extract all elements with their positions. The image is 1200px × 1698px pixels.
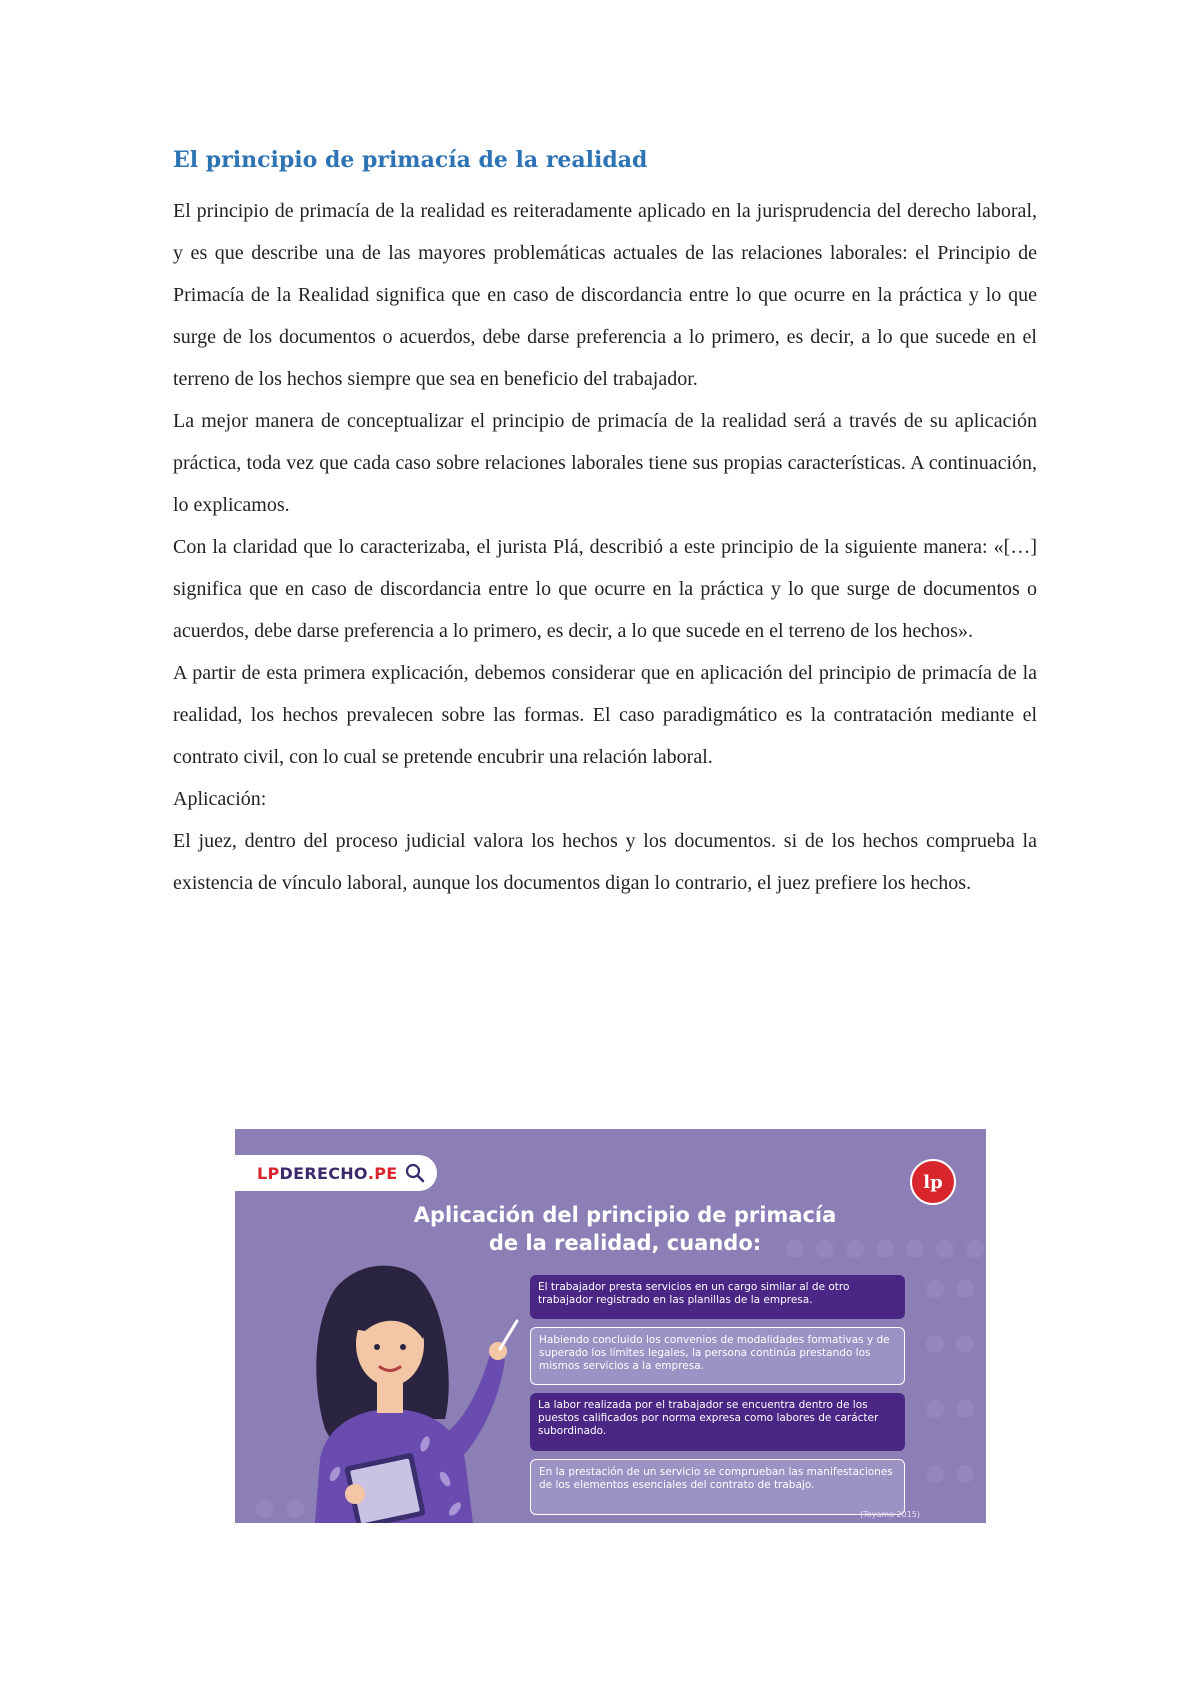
- search-icon: [405, 1163, 425, 1183]
- lpderecho-logo: [235, 1155, 437, 1191]
- infographic-item-4: En la prestación de un servicio se comprueban las manifestaciones de los elementos esenciales del contrato de trabajo.: [530, 1459, 905, 1515]
- infographic-heading-line2: de la realidad, cuando:: [488, 1231, 762, 1255]
- paragraph-juez: El juez, dentro del proceso judicial valora los hechos y los documentos. si de los hechos comprueba la existencia de vínculo laboral, aunque los documentos digan lo contrario, el juez prefiere los hechos.: [173, 830, 1037, 894]
- paragraph-pla: Con la claridad que lo caracterizaba, el jurista Plá, describió a este principio de la siguiente manera: «[…] significa que en caso de discordancia entre lo que ocurre en la práctica y lo que surge de documentos o acuerdos, debe darse preferencia a lo primero, es decir, a lo que sucede en el terreno de los hechos».: [173, 536, 1037, 642]
- lp-badge-icon: lp: [910, 1159, 956, 1205]
- paragraph-explanation: A partir de esta primera explicación, debemos considerar que en aplicación del principio de primacía de la realidad, los hechos prevalecen sobre las formas. El caso paradigmático es la contratación mediante el contrato civil, con lo cual se pretende encubrir una relación laboral.: [173, 662, 1037, 768]
- document-title: El principio de primacía de la realidad: [173, 147, 648, 173]
- paragraph-concept: La mejor manera de conceptualizar el principio de primacía de la realidad será a través de su aplicación práctica, toda vez que cada caso sobre relaciones laborales tiene sus propias características. A continuación, lo explicamos.: [173, 410, 1037, 516]
- infographic-item-2: Habiendo concluido los convenios de modalidades formativas y de superado los límites legales, la persona continúa prestando los mismos servicios a la empresa.: [530, 1327, 905, 1385]
- document-body: [173, 140, 1037, 904]
- paragraph-intro: El principio de primacía de la realidad es reiteradamente aplicado en la jurisprudencia del derecho laboral, y es que describe una de las mayores problemáticas actuales de las relaciones laborales: el Principio de Primacía de la Realidad significa que en caso de discordancia entre lo que ocurre en la práctica y lo que surge de los documentos o acuerdos, debe darse preferencia a lo primero, es decir, a lo que sucede en el terreno de los hechos siempre que sea en beneficio del trabajador.: [173, 200, 1037, 390]
- infographic-credit: (Toyama 2015): [860, 1510, 920, 1519]
- logo-derecho-text: DERECHO: [279, 1163, 368, 1183]
- infographic-image: [235, 1129, 986, 1523]
- logo-pe-text: .PE: [367, 1163, 398, 1183]
- woman-illustration: [295, 1259, 525, 1523]
- infographic-heading-line1: Aplicación del principio de primacía: [413, 1203, 837, 1227]
- infographic-item-1: El trabajador presta servicios en un cargo similar al de otro trabajador registrado en las planillas de la empresa.: [530, 1275, 905, 1319]
- paragraph-aplicacion-label: Aplicación:: [173, 788, 267, 810]
- infographic-heading: [395, 1201, 855, 1257]
- logo-lp-text: LP: [257, 1163, 280, 1183]
- infographic-item-3: La labor realizada por el trabajador se encuentra dentro de los puestos calificados por norma expresa como labores de carácter subordinado.: [530, 1393, 905, 1451]
